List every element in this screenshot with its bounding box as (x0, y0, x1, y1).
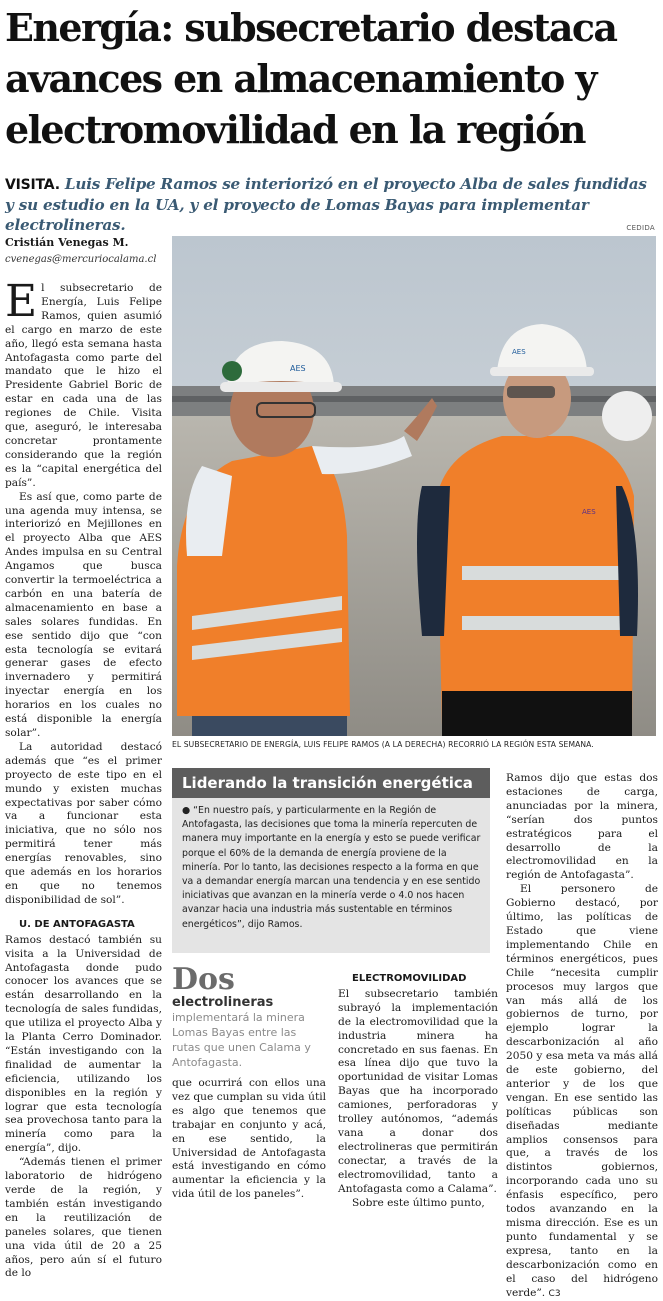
column-4 (338, 972, 498, 1210)
quote-box-title: Liderando la transición energética (172, 768, 490, 798)
quote-box-body (182, 804, 482, 932)
right-paragraph-2 (506, 883, 658, 1301)
author-email[interactable]: cvenegas@mercuriocalama.cl (5, 254, 157, 265)
column-right (506, 772, 658, 1301)
highlight-stat (172, 962, 322, 1070)
deck-tag: VISITA. (5, 177, 60, 193)
col4-paragraph-1: El subsecretario también subrayó la implementación de la electromovilidad que la industria minera ha concretado en sus faenas. En esa línea dijo que tuvo la oportunidad de visitar Lomas Bayas que ha incorporado camiones, perforadoras y trolley autónomos, “además vana a donar dos electrolineras que permitirán conectar, a través de la electromovilidad, tanto a Antofagasta como a Calama”. (338, 987, 498, 1195)
deck (5, 174, 660, 235)
column-1 (5, 276, 162, 1281)
vest-logo: AES (582, 508, 596, 516)
quote-box-text: “En nuestro país, y particularmente en la Región de Antofagasta, las decisiones que toma la minería repercuten de manera muy importante en la energía y esto se puede verificar porque el 60% de la demanda de energía proviene de la minería. Por lo tanto, las decisiones respecto a la forma en que va a demandar energía marcan una tendencia y en ese sentido iniciativas que avanzan en la minería verde o 4.0 nos hacen avanzar hacia una industria más sustentable en términos energéticos”, dijo Ramos. (182, 805, 481, 930)
paragraph-2: Es así que, como parte de una agenda muy intensa, se interiorizó en Mejillones en el proyecto Alba que AES Andes impulsa en su Central Angamos que busca convertir la termoeléctrica a carbón en una batería de almacenamiento en base a sales solares fundidas. En ese sentido dijo que “con esta tecnología se evitará generar gases de efecto invernadero y permitirá inyectar energía en los horarios en los cuales no está disponible la energía solar”. (5, 490, 162, 739)
subhead-u-antofagasta: U. DE ANTOFAGASTA (19, 918, 135, 930)
right-paragraph-2-text: El personero de Gobierno destacó, por último, las políticas de Estado que viene implementando Chile en términos energéticos, pues Chile “necesita cumplir procesos muy largos que van más allá de los gobiernos de turno, por ejemplo lograr la descarbonización al año 2050 y esa meta va más allá de este gobierno, del anterior y de los que vengan. En ese sentido las políticas públicas son diseñadas mediante amplios consensos para que, a través de los distintos gobiernos, incorporando cada uno su énfasis específico, pero todos avanzando en la misma dirección. Ese es un punto fundamental y se expresa, tanto en la descarbonización como en el caso del hidrógeno verde”. (506, 883, 658, 1299)
svg-text:AES: AES (512, 348, 526, 356)
highlight-rest: implementará la minera Lomas Bayas entre las rutas que unen Calama y Antofagasta. (172, 1011, 311, 1069)
col4-paragraph-2: Sobre este último punto, (352, 1196, 485, 1209)
signoff-mark: C3 (548, 1288, 561, 1299)
paragraph-1 (5, 276, 162, 491)
headline-line-3: electromovilidad en la región (5, 107, 585, 152)
deck-text: Luis Felipe Ramos se interiorizó en el proyecto Alba de sales fundidas y su estudio en la UA, y el proyecto de Lomas Bayas para implementar electrolineras. (5, 175, 647, 234)
article-photo (172, 236, 656, 736)
photo-illustration (172, 236, 656, 736)
right-paragraph-1: Ramos dijo que estas dos estaciones de carga, anunciadas por la minera, “serían dos puntos estratégicos para el desarrollo de la electromovilidad en la región de Antofagasta”. (506, 772, 658, 882)
bullet-icon: ● (182, 805, 191, 816)
headline-line-1: Energía: subsecretario destaca (5, 5, 617, 50)
headline (5, 2, 660, 155)
photo-credit: CEDIDA (626, 224, 655, 232)
col3-paragraph: que ocurrirá con ellos una vez que cumplan su vida útil es algo que tenemos que trabajar en conjunto y acá, en ese sentido, la Universidad de Antofagasta está investigando en cómo aumentar la eficiencia y la vida útil de los paneles”. (172, 1077, 326, 1201)
paragraph-4: Ramos destacó también su visita a la Universidad de Antofagasta donde pudo conocer los avances que se están desarrollando en la tecnología de sales fundidas, que utiliza el proyecto Alba y la Planta Cerro Dominador. “Están investigando con la finalidad de aumentar la eficiencia, utilizando los disponibles en la región y lograr que esta tecnología sea provechosa tanto para la minería como para la energía”, dijo. (5, 933, 162, 1155)
helmet-logo: AES (290, 364, 306, 373)
paragraph-1-text: l subsecretario de Energía, Luis Felipe Ramos, quien asumió el cargo en marzo de este año, llegó esta semana hasta Antofagasta como parte del mandato que le hizo el Presidente Gabriel Boric de estar en cada una de las regiones de Chile. Visita que, aseguró, le interesaba concretar prontamente considerando que la región es la “capital energética del país”. (5, 282, 162, 489)
subhead-electromovilidad: ELECTROMOVILIDAD (352, 973, 467, 984)
paragraph-5: “Además tienen el primer laboratorio de hidrógeno verde de la región, y también están investigando en la reutilización de paneles solares, que tienen una vida útil de 20 a 25 años, pero aún sí el futuro de lo (5, 1156, 162, 1280)
author-name: Cristián Venegas M. (5, 236, 129, 249)
paragraph-3: La autoridad destacó además que “es el primer proyecto de este tipo en el mundo y existen muchas expectativas por saber cómo va a funcionar esta iniciativa, que no sólo nos permitirá tener más energías renovables, sino que además en los horarios en que no tenemos disponibilidad de sol”. (5, 740, 162, 906)
quote-box (172, 768, 490, 953)
highlight-bold: electrolineras (172, 995, 274, 1010)
photo-caption: EL SUBSECRETARIO DE ENERGÍA, LUIS FELIPE RAMOS (A LA DERECHA) RECORRIÓ LA REGIÓN ESTA SEMANA. (172, 740, 594, 749)
highlight-number: Dos (172, 962, 235, 997)
column-3 (172, 1077, 326, 1202)
highlight-text (172, 995, 322, 1070)
dropcap: E (5, 276, 38, 327)
headline-line-2: avances en almacenamiento y (5, 56, 596, 101)
